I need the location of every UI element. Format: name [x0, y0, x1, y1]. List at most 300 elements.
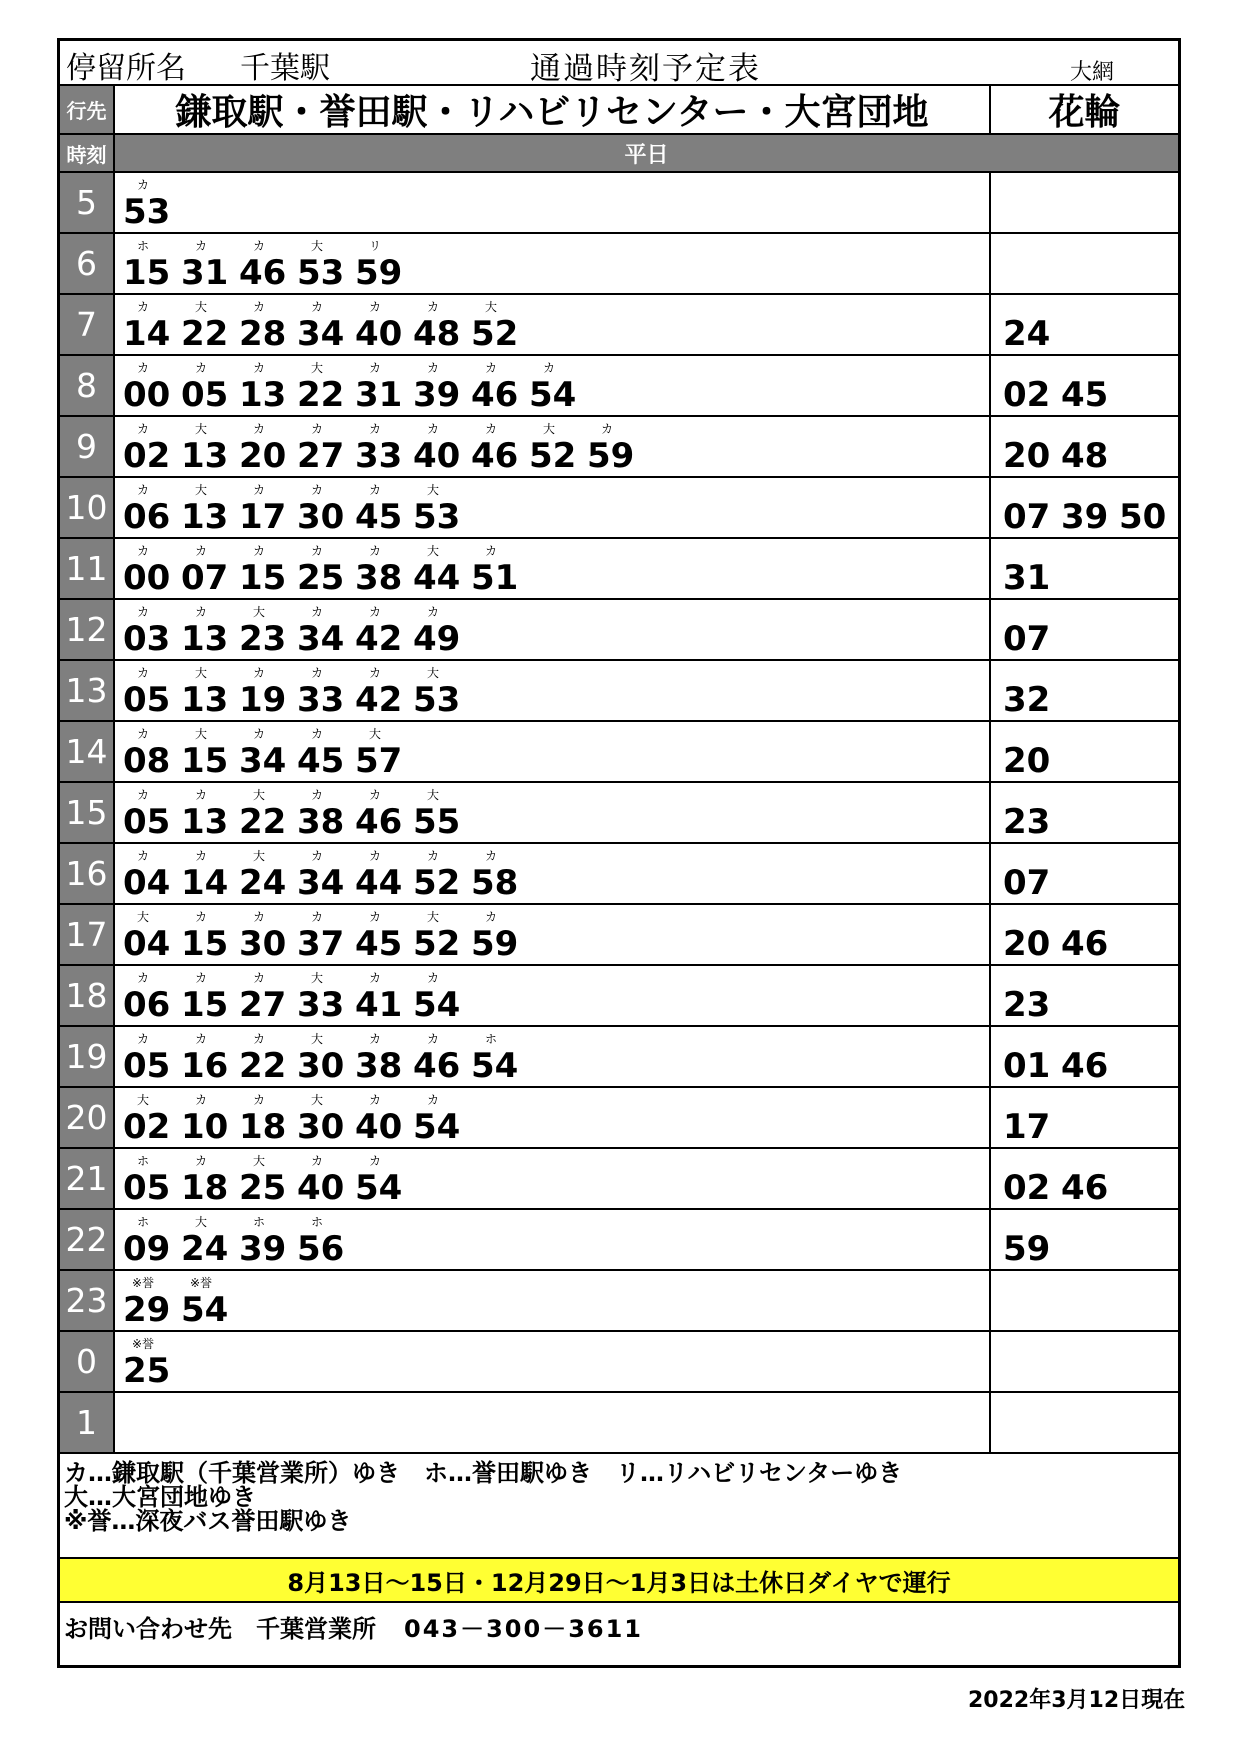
- departure-minute: 17: [1003, 1107, 1051, 1147]
- sub-departures-cell: [991, 478, 1178, 537]
- departure: [1003, 661, 1059, 720]
- main-departures-cell: [113, 905, 991, 964]
- departure-minute: 41: [355, 985, 403, 1025]
- departure-minute: 22: [239, 802, 287, 842]
- departure-minute: 04: [123, 924, 171, 964]
- departure: [1061, 1027, 1117, 1086]
- departure: [1003, 478, 1059, 537]
- departure: [1003, 844, 1059, 903]
- legend-line: 大…大宮団地ゆき: [64, 1483, 256, 1511]
- departure-minute: 31: [1003, 558, 1051, 598]
- departure: [413, 844, 469, 903]
- departure-minute: 40: [297, 1168, 345, 1208]
- departure-minute: 20: [1003, 741, 1051, 781]
- main-departures-cell: [113, 1149, 991, 1208]
- destination-mark: カ: [252, 727, 265, 741]
- departure-minute: 15: [181, 741, 229, 781]
- departure-minute: 56: [297, 1229, 345, 1269]
- hour-cell: 1: [60, 1393, 113, 1452]
- departure-minute: 05: [123, 680, 171, 720]
- destination-sub: 花輪: [1048, 92, 1121, 133]
- destination-mark: リ: [368, 239, 381, 253]
- departure-minute: 07: [1003, 863, 1051, 903]
- main-departures-cell: [113, 1210, 991, 1269]
- sub-departures-cell: [991, 173, 1178, 232]
- departure: [355, 1149, 411, 1208]
- destination-mark: カ: [368, 544, 381, 558]
- destination-mark: カ: [310, 544, 323, 558]
- departure: [181, 661, 237, 720]
- departure-minute: 51: [471, 558, 519, 598]
- timetable-row: [60, 1088, 1178, 1149]
- departure: [355, 1088, 411, 1147]
- destination-mark: 大: [310, 361, 323, 375]
- destination-mark: カ: [368, 605, 381, 619]
- timetable-row: [60, 539, 1178, 600]
- destination-mark: カ: [310, 300, 323, 314]
- sub-departures-cell: [991, 905, 1178, 964]
- hour-cell: 20: [60, 1088, 113, 1147]
- destination-mark: カ: [368, 483, 381, 497]
- departure-minute: 14: [123, 314, 171, 354]
- departure: [181, 478, 237, 537]
- timetable-row: [60, 295, 1178, 356]
- departure-minute: 46: [413, 1046, 461, 1086]
- departure: [239, 539, 295, 598]
- departure: [471, 295, 527, 354]
- departure-minute: 03: [123, 619, 171, 659]
- departure-minute: 52: [413, 924, 461, 964]
- departure: [297, 722, 353, 781]
- departure: [239, 600, 295, 659]
- timetable-row: [60, 844, 1178, 905]
- departure: [239, 234, 295, 293]
- departure-minute: 38: [355, 1046, 403, 1086]
- destination-mark: ※誉: [131, 1276, 155, 1290]
- departure-minute: 30: [239, 924, 287, 964]
- departure: [297, 234, 353, 293]
- departure-minute: 53: [413, 680, 461, 720]
- departure: [239, 844, 295, 903]
- departure: [1003, 600, 1059, 659]
- departure: [297, 783, 353, 842]
- departure: [471, 844, 527, 903]
- departure: [471, 356, 527, 415]
- departure: [355, 966, 411, 1025]
- departure: [123, 1271, 179, 1330]
- sub-departures-cell: [991, 722, 1178, 781]
- departure-minute: 46: [1061, 1046, 1109, 1086]
- destination-mark: カ: [136, 422, 149, 436]
- departure: [297, 1149, 353, 1208]
- departure-minute: 46: [1061, 924, 1109, 964]
- destination-mark: カ: [426, 361, 439, 375]
- contact-phone: 043－300－3611: [404, 1615, 643, 1643]
- departure: [1003, 1149, 1059, 1208]
- departure: [1061, 356, 1117, 415]
- departure: [1003, 1088, 1059, 1147]
- destination-mark: ホ: [252, 1215, 265, 1229]
- departure-minute: 46: [355, 802, 403, 842]
- destination-mark: ホ: [136, 1215, 149, 1229]
- departure: [181, 356, 237, 415]
- timetable-row: [60, 600, 1178, 661]
- destination-mark: カ: [368, 788, 381, 802]
- departure: [181, 844, 237, 903]
- departure: [413, 539, 469, 598]
- departure: [355, 600, 411, 659]
- departure: [413, 905, 469, 964]
- departure: [239, 1088, 295, 1147]
- destination-mark: 大: [194, 666, 207, 680]
- departure: [239, 295, 295, 354]
- destination-mark: カ: [484, 544, 497, 558]
- departure: [297, 844, 353, 903]
- destination-mark: カ: [136, 544, 149, 558]
- departure-minute: 46: [239, 253, 287, 293]
- destination-mark: 大: [426, 544, 439, 558]
- departure: [413, 478, 469, 537]
- departure-minute: 46: [1061, 1168, 1109, 1208]
- destination-mark: カ: [310, 422, 323, 436]
- departure: [239, 417, 295, 476]
- departure: [297, 1210, 353, 1269]
- hour-cell: 0: [60, 1332, 113, 1391]
- destination-mark: カ: [194, 1154, 207, 1168]
- destination-mark: カ: [426, 300, 439, 314]
- departure: [123, 417, 179, 476]
- departure: [1003, 356, 1059, 415]
- departure-minute: 37: [297, 924, 345, 964]
- departure: [355, 783, 411, 842]
- hour-cell: 22: [60, 1210, 113, 1269]
- main-departures-cell: [113, 722, 991, 781]
- destination-mark: カ: [194, 239, 207, 253]
- main-departures-cell: [113, 417, 991, 476]
- sub-departures-cell: [991, 234, 1178, 293]
- destination-mark: ホ: [484, 1032, 497, 1046]
- destination-mark: 大: [252, 1154, 265, 1168]
- departure: [297, 539, 353, 598]
- departure-minute: 44: [413, 558, 461, 598]
- destination-mark: カ: [310, 1154, 323, 1168]
- sub-departures-cell: [991, 600, 1178, 659]
- departure-minute: 54: [181, 1290, 229, 1330]
- destination-mark: カ: [194, 1032, 207, 1046]
- destination-mark: カ: [542, 361, 555, 375]
- departure: [413, 417, 469, 476]
- destination-mark: カ: [136, 971, 149, 985]
- departure-minute: 23: [1003, 985, 1051, 1025]
- hour-cell: 5: [60, 173, 113, 232]
- hour-cell: 15: [60, 783, 113, 842]
- destination-mark: カ: [310, 605, 323, 619]
- departure-minute: 30: [297, 1046, 345, 1086]
- departure: [123, 478, 179, 537]
- departure: [297, 417, 353, 476]
- departure: [529, 356, 585, 415]
- departure: [123, 1088, 179, 1147]
- departure-minute: 07: [181, 558, 229, 598]
- departure-minute: 19: [239, 680, 287, 720]
- departure-minute: 42: [355, 619, 403, 659]
- departure-minute: 24: [181, 1229, 229, 1269]
- timetable-row: [60, 1149, 1178, 1210]
- departure-minute: 54: [413, 1107, 461, 1147]
- departure: [1003, 417, 1059, 476]
- departure: [123, 600, 179, 659]
- departure: [1003, 783, 1059, 842]
- destination-mark: カ: [368, 300, 381, 314]
- departure: [529, 417, 585, 476]
- hour-cell: 12: [60, 600, 113, 659]
- departure-minute: 46: [471, 375, 519, 415]
- departure-minute: 34: [297, 619, 345, 659]
- departure: [1061, 1149, 1117, 1208]
- departure-minute: 46: [471, 436, 519, 476]
- destination-mark: 大: [194, 727, 207, 741]
- departure-minute: 13: [181, 619, 229, 659]
- hour-cell: 10: [60, 478, 113, 537]
- destination-mark: カ: [252, 910, 265, 924]
- destination-mark: 大: [310, 971, 323, 985]
- departure-minute: 42: [355, 680, 403, 720]
- departure: [471, 905, 527, 964]
- destination-mark: カ: [484, 361, 497, 375]
- main-departures-cell: [113, 966, 991, 1025]
- main-departures-cell: [113, 478, 991, 537]
- destination-mark: カ: [368, 1093, 381, 1107]
- destination-mark: カ: [252, 239, 265, 253]
- departure-minute: 06: [123, 985, 171, 1025]
- departure-minute: 01: [1003, 1046, 1051, 1086]
- departure: [239, 966, 295, 1025]
- main-departures-cell: [113, 661, 991, 720]
- departure-minute: 07: [1003, 497, 1051, 537]
- departure-minute: 23: [239, 619, 287, 659]
- page-title: 通過時刻予定表: [530, 51, 761, 87]
- departure: [123, 783, 179, 842]
- timetable-row: [60, 1393, 1178, 1454]
- destination-mark: カ: [252, 1093, 265, 1107]
- departure-minute: 57: [355, 741, 403, 781]
- departure-minute: 59: [587, 436, 635, 476]
- departure: [297, 661, 353, 720]
- departure-minute: 14: [181, 863, 229, 903]
- timetable-row: [60, 173, 1178, 234]
- hour-cell: 14: [60, 722, 113, 781]
- timetable-row: [60, 966, 1178, 1027]
- timetable-rows: [60, 173, 1178, 1454]
- departure-minute: 53: [297, 253, 345, 293]
- departure-minute: 45: [355, 497, 403, 537]
- destination-mark: カ: [310, 849, 323, 863]
- departure-minute: 34: [239, 741, 287, 781]
- legend-line: ※誉…深夜バス誉田駅ゆき: [64, 1507, 352, 1535]
- departure-minute: 44: [355, 863, 403, 903]
- departure: [413, 661, 469, 720]
- destination-mark: 大: [426, 910, 439, 924]
- destination-mark: カ: [194, 544, 207, 558]
- destination-mark: カ: [136, 666, 149, 680]
- departure: [123, 966, 179, 1025]
- departure-minute: 33: [355, 436, 403, 476]
- destination-mark: 大: [194, 422, 207, 436]
- departure: [1003, 966, 1059, 1025]
- departure: [355, 295, 411, 354]
- destination-mark: カ: [194, 971, 207, 985]
- departure-minute: 17: [239, 497, 287, 537]
- departure-minute: 40: [413, 436, 461, 476]
- departure: [123, 234, 179, 293]
- destination-mark: カ: [484, 422, 497, 436]
- hour-cell: 9: [60, 417, 113, 476]
- departure: [413, 966, 469, 1025]
- hour-cell: 18: [60, 966, 113, 1025]
- main-departures-cell: [113, 1027, 991, 1086]
- departure-minute: 27: [239, 985, 287, 1025]
- destination-mark: 大: [252, 605, 265, 619]
- destination-mark: カ: [194, 788, 207, 802]
- departure-minute: 59: [355, 253, 403, 293]
- departure-minute: 20: [239, 436, 287, 476]
- departure: [181, 539, 237, 598]
- destination-mark: カ: [426, 971, 439, 985]
- sub-departures-cell: [991, 1149, 1178, 1208]
- destination-mark: 大: [136, 1093, 149, 1107]
- departure-minute: 53: [123, 192, 171, 232]
- hour-cell: 19: [60, 1027, 113, 1086]
- departure: [239, 478, 295, 537]
- departure-minute: 18: [181, 1168, 229, 1208]
- destination-label: 行先: [60, 86, 113, 133]
- departure-minute: 52: [471, 314, 519, 354]
- destination-mark: カ: [426, 1093, 439, 1107]
- destination-mark: 大: [310, 239, 323, 253]
- departure-minute: 28: [239, 314, 287, 354]
- departure: [181, 1149, 237, 1208]
- departure-minute: 25: [239, 1168, 287, 1208]
- destination-mark: カ: [252, 422, 265, 436]
- departure-minute: 15: [181, 985, 229, 1025]
- departure: [181, 1210, 237, 1269]
- destination-mark: カ: [310, 483, 323, 497]
- destination-mark: カ: [136, 483, 149, 497]
- destination-mark: カ: [426, 1032, 439, 1046]
- destination-mark: カ: [368, 422, 381, 436]
- destination-mark: カ: [426, 849, 439, 863]
- departure: [355, 1027, 411, 1086]
- destination-mark: カ: [310, 666, 323, 680]
- departure-minute: 13: [181, 497, 229, 537]
- destination-mark: カ: [194, 910, 207, 924]
- destination-mark: 大: [194, 1215, 207, 1229]
- destination-mark: 大: [542, 422, 555, 436]
- main-departures-cell: [113, 173, 991, 232]
- timetable-row: [60, 1332, 1178, 1393]
- sub-departures-cell: [991, 1271, 1178, 1330]
- departure: [1003, 539, 1059, 598]
- departure: [355, 905, 411, 964]
- departure-minute: 52: [529, 436, 577, 476]
- departure-minute: 58: [471, 863, 519, 903]
- time-label: 時刻: [60, 135, 113, 171]
- timetable-row: [60, 905, 1178, 966]
- departure: [413, 600, 469, 659]
- destination-mark: ※誉: [131, 1337, 155, 1351]
- timetable-row: [60, 356, 1178, 417]
- main-departures-cell: [113, 1088, 991, 1147]
- departure-minute: 25: [123, 1351, 171, 1391]
- departure-minute: 30: [297, 1107, 345, 1147]
- departure: [181, 783, 237, 842]
- departure-minute: 54: [355, 1168, 403, 1208]
- destination-mark: カ: [136, 788, 149, 802]
- departure-minute: 18: [239, 1107, 287, 1147]
- destination-mark: カ: [194, 1093, 207, 1107]
- departure: [413, 295, 469, 354]
- destination-mark: カ: [136, 849, 149, 863]
- departure-minute: 40: [355, 314, 403, 354]
- departure-minute: 00: [123, 375, 171, 415]
- destination-mark: カ: [310, 727, 323, 741]
- departure-minute: 07: [1003, 619, 1051, 659]
- departure-minute: 34: [297, 863, 345, 903]
- departure: [123, 356, 179, 415]
- departure: [1119, 478, 1175, 537]
- destination-mark: カ: [426, 422, 439, 436]
- departure-minute: 24: [1003, 314, 1051, 354]
- departure: [123, 905, 179, 964]
- destination-mark: 大: [426, 483, 439, 497]
- departure: [355, 539, 411, 598]
- departure-minute: 22: [181, 314, 229, 354]
- departure-minute: 52: [413, 863, 461, 903]
- timetable-row: [60, 1271, 1178, 1332]
- time-header-row: [60, 135, 1178, 173]
- departure: [123, 1149, 179, 1208]
- stop-label: 停留所名: [66, 51, 186, 86]
- destination-mark: 大: [252, 788, 265, 802]
- departure-minute: 10: [181, 1107, 229, 1147]
- departure: [181, 417, 237, 476]
- departure-minute: 13: [181, 802, 229, 842]
- departure: [123, 295, 179, 354]
- departure: [355, 417, 411, 476]
- sub-departures-cell: [991, 966, 1178, 1025]
- destination-mark: カ: [252, 361, 265, 375]
- main-departures-cell: [113, 844, 991, 903]
- departure-minute: 13: [181, 436, 229, 476]
- departure: [355, 722, 411, 781]
- departure: [123, 661, 179, 720]
- sub-departures-cell: [991, 1210, 1178, 1269]
- departure-minute: 30: [297, 497, 345, 537]
- departure-minute: 02: [1003, 375, 1051, 415]
- destination-mark: カ: [368, 1154, 381, 1168]
- departure-minute: 06: [123, 497, 171, 537]
- departure: [1003, 1027, 1059, 1086]
- departure-minute: 13: [239, 375, 287, 415]
- main-departures-cell: [113, 234, 991, 293]
- contact-info: [64, 1609, 643, 1644]
- departure-minute: 32: [1003, 680, 1051, 720]
- departure: [181, 600, 237, 659]
- sub-departures-cell: [991, 539, 1178, 598]
- sub-departures-cell: [991, 661, 1178, 720]
- departure-minute: 00: [123, 558, 171, 598]
- main-departures-cell: [113, 1393, 991, 1452]
